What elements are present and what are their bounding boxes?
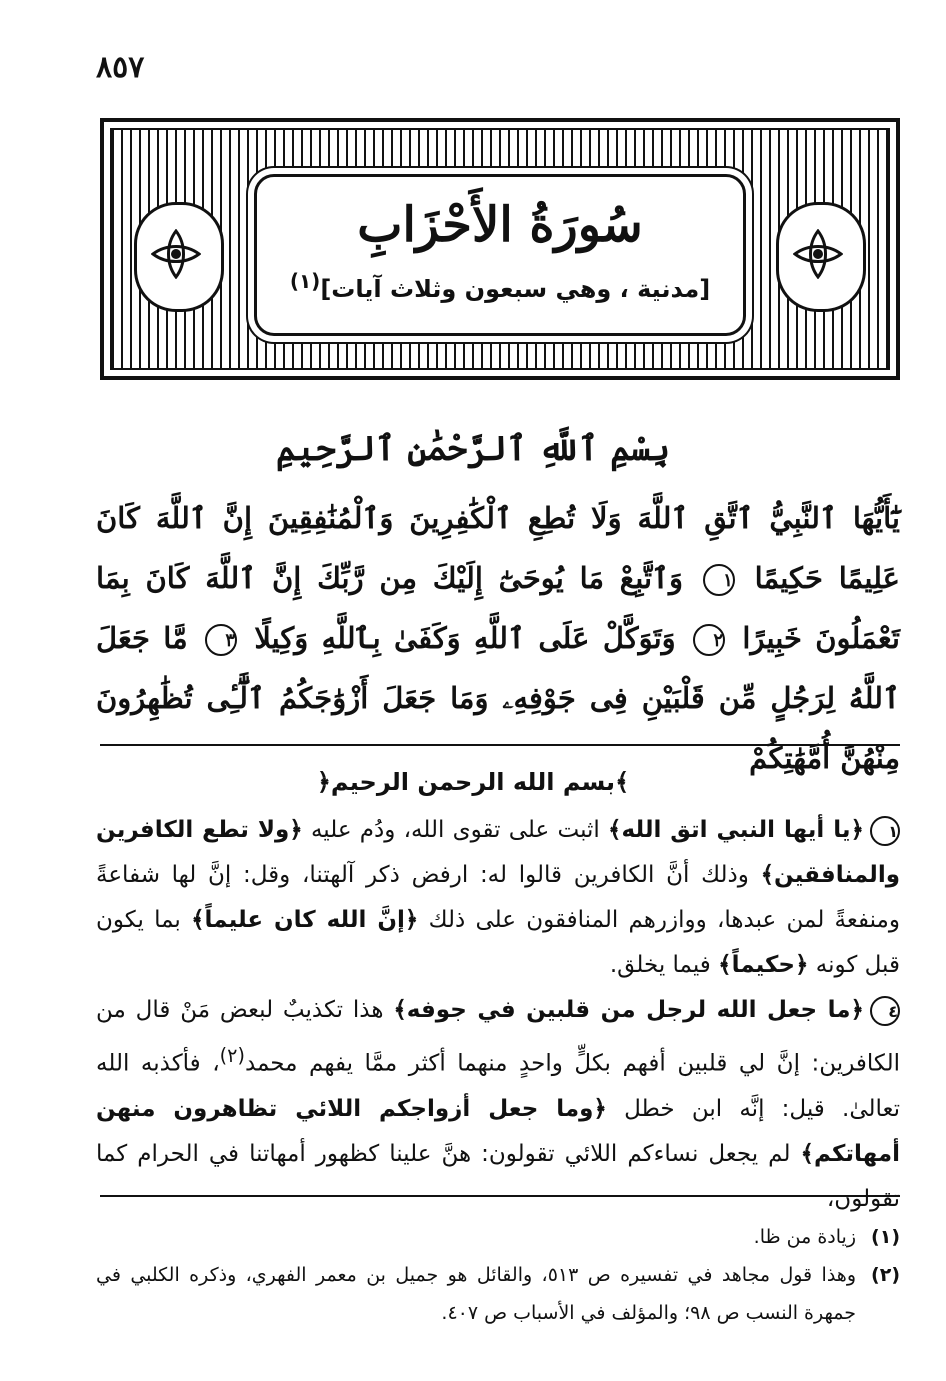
tafsir-basmala: ﴿بسم الله الرحمن الرحيم﴾	[316, 768, 630, 796]
ayah-text: مَّا جَعَلَ ٱللَّهُ لِرَجُلٍ مِّن قَلْبَيْنِ فِى جَوْفِهِۦ وَمَا جَعَلَ أَزْوَٰجَكُمُ ٱلَّٰٓـِٔى تُظَٰهِرُونَ مِنْهُنَّ أُمَّهَٰتِكُمْ	[96, 621, 900, 775]
page-number: ٨٥٧	[96, 50, 145, 85]
tafsir-paragraph	[96, 988, 900, 1222]
footnote-reference: (٢)	[219, 1044, 245, 1067]
quran-quote: ﴿ما جعل الله لرجل من قلبين في جوفه﴾	[393, 997, 864, 1023]
quran-quote: ﴿إنَّ الله كان عليماً﴾	[191, 907, 419, 933]
footnote	[96, 1218, 900, 1256]
quran-text	[96, 488, 900, 788]
footnote-text: وهذا قول مجاهد في تفسيره ص ٥١٣، والقائل هو جميل بن معمر الفهري، وذكره الكلبي في جمهرة النسب ص ٩٨؛ والمؤلف في الأسباب ص ٤٠٧.	[96, 1264, 856, 1324]
commentary-text: لم يجعل نساءكم اللائي تقولون: هنَّ علينا كظهور أمهاتنا في الحرام كما تقولون،	[96, 1140, 900, 1212]
quran-quote: ﴿وما جعل أزواجكم اللائي تظاهرون منهن أمهاتكم﴾	[96, 1095, 900, 1167]
footnote-number: (١)	[871, 1226, 900, 1248]
ayah-text: وَتَوَكَّلْ عَلَى ٱللَّهِ وَكَفَىٰ بِٱللَّهِ وَكِيلًا	[254, 621, 676, 655]
surah-info-text: [مدنية ، وهي سبعون وثلاث آيات]	[320, 275, 711, 303]
surah-title: سُورَةُ الأَحْزَابِ	[357, 197, 643, 253]
left-ornament-icon	[134, 202, 224, 312]
ayah-number-marker: ١	[703, 564, 735, 596]
surah-info-footnote-ref: (١)	[289, 269, 321, 293]
quran-quote: ﴿ولا تطع الكافرين والمنافقين﴾	[96, 817, 900, 888]
footnote-number: (٢)	[871, 1264, 900, 1286]
commentary-text: فيما يخلق.	[609, 952, 719, 978]
ayah-number-marker: ٢	[693, 624, 725, 656]
commentary-text: ، فأكذبه الله تعالىٰ. قيل: إنَّه ابن خطل	[96, 1050, 900, 1122]
commentary-text: بما يكون قبل كونه	[96, 907, 900, 978]
ayah-reference-marker: ٤	[870, 996, 900, 1026]
ayah-text: يَٰٓأَيُّهَا ٱلنَّبِيُّ ٱتَّقِ ٱللَّهَ وَلَا تُطِعِ ٱلْكَٰفِرِينَ وَٱلْمُنَٰفِقِينَ إِنَّ ٱللَّهَ كَانَ عَلِيمًا حَكِيمًا	[96, 501, 900, 595]
footnote-divider	[100, 1195, 900, 1197]
quran-quote: ﴿حكيماً﴾	[718, 952, 809, 978]
title-cartouche	[254, 174, 746, 336]
surah-title-frame	[100, 118, 900, 380]
commentary-text: اثبت على تقوى الله، ودُم عليه	[302, 817, 609, 843]
commentary-text: وذلك أنَّ الكافرين قالوا له: ارفض ذكر آلهتنا، وقل: إنَّ لها شفاعةً ومنفعةً لمن عبدها، ووازرهم المنافقون على ذلك	[96, 862, 900, 933]
footnotes	[96, 1218, 900, 1332]
ayah-reference-marker: ١	[870, 816, 900, 846]
footnote-text: زيادة من ظا.	[753, 1226, 856, 1248]
surah-info	[257, 269, 743, 303]
quran-basmala: بِسْمِ ٱللَّهِ ٱلرَّحْمَٰنِ ٱلرَّحِيمِ	[275, 429, 671, 469]
commentary-text: هذا تكذيبٌ لبعض مَنْ قال من الكافرين: إنَّ لي قلبين أفهم بكلٍّ واحدٍ منهما أكثر ممَّا يفهم محمد	[96, 997, 900, 1077]
right-ornament-icon	[776, 202, 866, 312]
footnote	[96, 1256, 900, 1332]
tafsir-paragraph	[96, 808, 900, 988]
ayah-number-marker: ٣	[205, 624, 237, 656]
tafsir-body	[96, 808, 900, 1222]
quran-quote: ﴿يا أيها النبي اتق الله﴾	[608, 817, 864, 843]
ayah-text: وَٱتَّبِعْ مَا يُوحَىٰٓ إِلَيْكَ مِن رَّبِّكَ إِنَّ ٱللَّهَ كَانَ بِمَا تَعْمَلُونَ خَبِيرًا	[96, 561, 900, 655]
section-divider	[100, 744, 900, 746]
